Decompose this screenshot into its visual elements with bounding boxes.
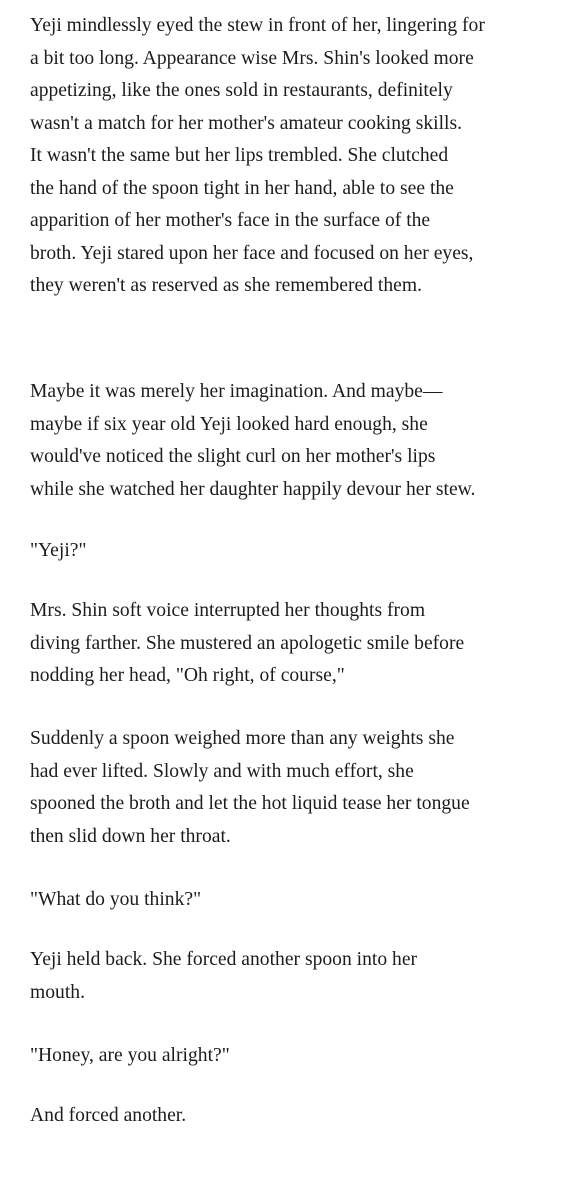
text-line: while she watched her daughter happily devour her stew. <box>30 478 476 500</box>
text-line: diving farther. She mustered an apologetic smile before <box>30 632 465 654</box>
text-line: spooned the broth and let the hot liquid tease her tongue <box>30 793 470 814</box>
text-line: Yeji held back. She forced another spoon into her <box>30 949 418 970</box>
paragraph-3 <box>30 535 575 568</box>
text-line: Maybe it was merely her imagination. And maybe— <box>30 381 443 402</box>
text-line: apparition of her mother's face in the surface of the <box>30 210 431 231</box>
paragraph-4 <box>30 595 575 693</box>
paragraph-9 <box>30 1100 575 1133</box>
text-line: Yeji mindlessly eyed the stew in front of her, lingering for <box>30 15 485 36</box>
text-line: the hand of the spoon tight in her hand, able to see the <box>30 177 454 199</box>
paragraph-8 <box>30 1040 575 1073</box>
text-line: then slid down her throat. <box>30 825 231 847</box>
text-line: Mrs. Shin soft voice interrupted her thoughts from <box>30 600 426 621</box>
text-line: a bit too long. Appearance wise Mrs. Shin's looked more <box>30 47 474 69</box>
text-line: appetizing, like the ones sold in restaurants, definitely <box>30 80 453 101</box>
text-line: had ever lifted. Slowly and with much effort, she <box>30 760 414 782</box>
text-line: broth. Yeji stared upon her face and focused on her eyes, <box>30 242 474 264</box>
text-line: nodding her head, "Oh right, of course," <box>30 665 345 686</box>
text-line: "Yeji?" <box>30 540 87 561</box>
paragraph-1 <box>30 10 575 303</box>
paragraph-2 <box>30 376 575 506</box>
paragraph-6 <box>30 884 575 917</box>
text-line: Suddenly a spoon weighed more than any weights she <box>30 728 455 749</box>
paragraph-7 <box>30 944 575 1009</box>
text-line: maybe if six year old Yeji looked hard enough, she <box>30 413 428 435</box>
text-line: And forced another. <box>30 1105 187 1126</box>
text-line: It wasn't the same but her lips trembled. She clutched <box>30 145 449 166</box>
paragraph-5 <box>30 723 575 853</box>
text-line: they weren't as reserved as she remembered them. <box>30 275 422 296</box>
text-line: mouth. <box>30 981 85 1003</box>
text-line: wasn't a match for her mother's amateur cooking skills. <box>30 112 463 134</box>
text-line: "Honey, are you alright?" <box>30 1045 230 1066</box>
text-line: "What do you think?" <box>30 889 202 910</box>
text-line: would've noticed the slight curl on her mother's lips <box>30 446 436 467</box>
